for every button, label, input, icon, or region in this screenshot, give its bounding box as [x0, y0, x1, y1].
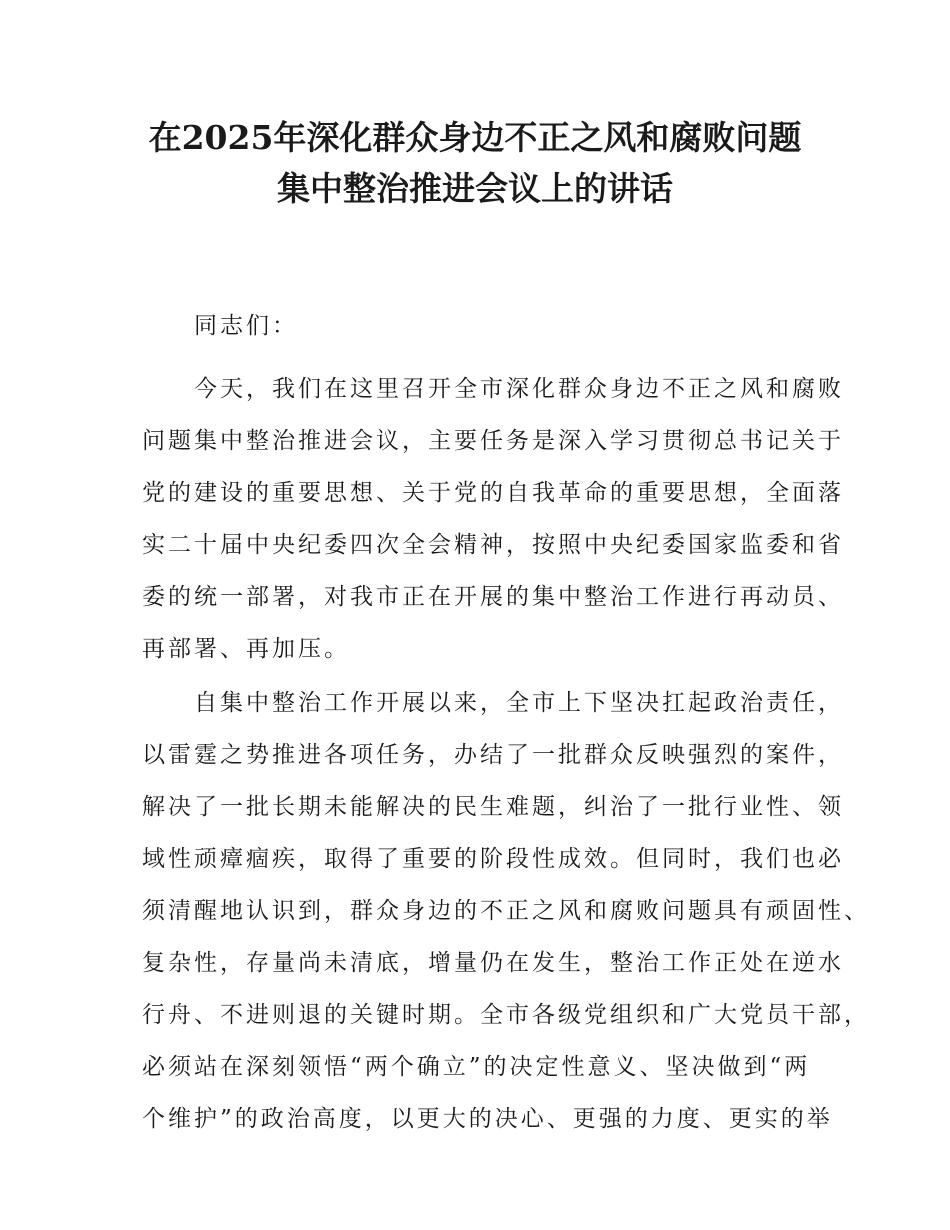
paragraph-line: 再部署、再加压。: [142, 636, 350, 662]
paragraph-line: 委的统一部署，对我市正在开展的集中整治工作进行再动员、: [142, 584, 844, 610]
document-title: [0, 112, 950, 214]
paragraph-1: [142, 363, 844, 675]
greeting-text: 同志们：: [194, 313, 298, 339]
paragraph-line: 域性顽瘴痼疾，取得了重要的阶段性成效。但同时，我们也必: [142, 846, 844, 872]
paragraph-line: 复杂性，存量尚未清底，增量仍在发生，整治工作正处在逆水: [142, 950, 844, 976]
paragraph-line: 实二十届中央纪委四次全会精神，按照中央纪委国家监委和省: [142, 532, 844, 558]
title-line-2: 集中整治推进会议上的讲话: [277, 169, 673, 208]
paragraph-line: 解决了一批长期未能解决的民生难题，纠治了一批行业性、领: [142, 794, 844, 820]
paragraph-line: 今天，我们在这里召开全市深化群众身边不正之风和腐败: [194, 376, 844, 402]
paragraph-line: 行舟、不进则退的关键时期。全市各级党组织和广大党员干部，: [142, 1002, 870, 1028]
title-line-1: 在2025年深化群众身边不正之风和腐败问题: [148, 118, 802, 157]
paragraph-line: 党的建设的重要思想、关于党的自我革命的重要思想，全面落: [142, 480, 844, 506]
paragraph-line: 以雷霆之势推进各项任务，办结了一批群众反映强烈的案件，: [142, 742, 844, 768]
paragraph-line: 须清醒地认识到，群众身边的不正之风和腐败问题具有顽固性、: [142, 898, 870, 924]
paragraph-line: 必须站在深刻领悟“两个确立”的决定性意义、坚决做到“两: [142, 1054, 811, 1080]
greeting: [142, 300, 822, 352]
paragraph-line: 问题集中整治推进会议，主要任务是深入学习贯彻总书记关于: [142, 428, 844, 454]
paragraph-line: 个维护”的政治高度，以更大的决心、更强的力度、更实的举: [142, 1106, 833, 1132]
paragraph-line: 自集中整治工作开展以来，全市上下坚决扛起政治责任，: [194, 690, 844, 716]
paragraph-2: [142, 677, 870, 1145]
